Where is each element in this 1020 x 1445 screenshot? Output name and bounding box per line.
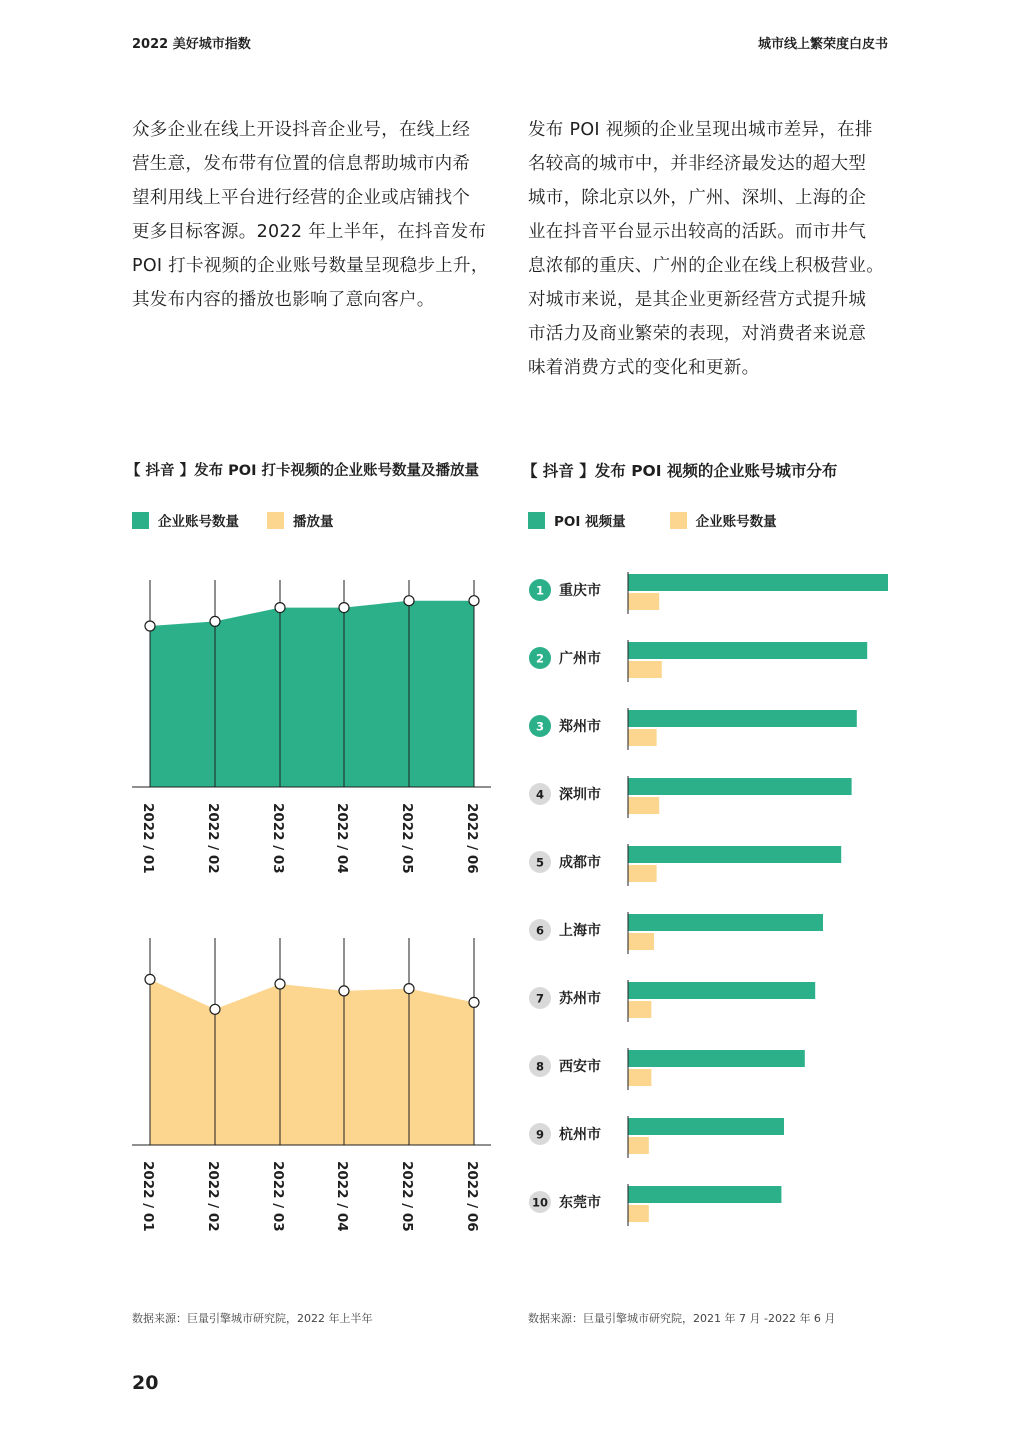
bar-account-count bbox=[628, 1205, 649, 1222]
intro-line: 市活力及商业繁荣的表现，对消费者来说意 bbox=[528, 324, 867, 344]
data-point bbox=[404, 596, 414, 606]
header-right-title: 城市线上繁荣度白皮书 bbox=[757, 37, 888, 52]
data-point bbox=[210, 616, 220, 626]
bar-account-count bbox=[628, 1069, 651, 1086]
bar-poi-video bbox=[628, 846, 841, 863]
bar-poi-video bbox=[628, 1050, 805, 1067]
left-chart-title: 【 抖音 】发布 POI 打卡视频的企业账号数量及播放量 bbox=[126, 463, 480, 479]
x-tick-label: 2022 / 02 bbox=[205, 1161, 221, 1232]
legend-label: 播放量 bbox=[293, 514, 334, 530]
data-point bbox=[210, 1004, 220, 1014]
bar-account-count bbox=[628, 1001, 651, 1018]
data-point bbox=[339, 603, 349, 613]
right-chart-title: 【 抖音 】发布 POI 视频的企业账号城市分布 bbox=[522, 462, 838, 480]
intro-line: POI 打卡视频的企业账号数量呈现稳步上升， bbox=[132, 256, 489, 276]
bar-poi-video bbox=[628, 982, 815, 999]
rank-number: 7 bbox=[535, 991, 545, 1006]
city-label: 杭州市 bbox=[559, 1127, 601, 1143]
x-tick-label: 2022 / 01 bbox=[140, 1161, 156, 1232]
x-tick-label: 2022 / 05 bbox=[399, 1161, 415, 1232]
x-tick-label: 2022 / 04 bbox=[334, 803, 350, 874]
intro-line: 味着消费方式的变化和更新。 bbox=[528, 358, 760, 378]
legend-label: 企业账号数量 bbox=[158, 514, 239, 530]
bar-poi-video bbox=[628, 574, 888, 591]
bar-account-count bbox=[628, 729, 657, 746]
intro-line: 望利用线上平台进行经营的企业或店铺找个 bbox=[132, 188, 471, 208]
rank-number: 8 bbox=[535, 1059, 545, 1074]
left-data-source: 数据来源：巨量引擎城市研究院，2022 年上半年 bbox=[132, 1312, 373, 1325]
city-label: 成都市 bbox=[559, 855, 601, 871]
data-point bbox=[275, 603, 285, 613]
data-point bbox=[275, 979, 285, 989]
legend-label: 企业账号数量 bbox=[695, 514, 777, 530]
rank-number: 3 bbox=[535, 719, 545, 734]
city-label: 广州市 bbox=[559, 651, 601, 667]
x-tick-label: 2022 / 03 bbox=[270, 1161, 286, 1232]
rank-number: 2 bbox=[535, 651, 545, 666]
bar-poi-video bbox=[628, 914, 823, 931]
area-fill bbox=[150, 979, 474, 1145]
city-label: 重庆市 bbox=[559, 583, 601, 599]
bar-account-count bbox=[628, 865, 657, 882]
bar-account-count bbox=[628, 797, 659, 814]
data-point bbox=[339, 986, 349, 996]
x-tick-label: 2022 / 02 bbox=[205, 803, 221, 874]
x-tick-label: 2022 / 06 bbox=[464, 803, 480, 874]
bar-poi-video bbox=[628, 642, 867, 659]
intro-line: 营生意，发布带有位置的信息帮助城市内希 bbox=[132, 154, 471, 174]
bar-account-count bbox=[628, 1137, 649, 1154]
right-data-source: 数据来源：巨量引擎城市研究院，2021 年 7 月 -2022 年 6 月 bbox=[528, 1312, 836, 1325]
rank-number: 4 bbox=[535, 787, 545, 802]
intro-line: 业在抖音平台显示出较高的活跃。而市井气 bbox=[528, 222, 867, 242]
intro-line: 息浓郁的重庆、广州的企业在线上积极营业。 bbox=[528, 256, 884, 276]
bar-poi-video bbox=[628, 778, 852, 795]
city-label: 西安市 bbox=[559, 1059, 601, 1075]
x-tick-label: 2022 / 05 bbox=[399, 803, 415, 874]
page-number: 20 bbox=[132, 1372, 159, 1394]
rank-number: 6 bbox=[535, 923, 545, 938]
play-count-area-chart bbox=[132, 938, 491, 1232]
rank-number: 9 bbox=[535, 1127, 545, 1142]
city-label: 深圳市 bbox=[559, 787, 601, 803]
city-label: 上海市 bbox=[559, 923, 601, 939]
data-point bbox=[145, 621, 155, 631]
area-fill bbox=[150, 601, 474, 787]
intro-line: 其发布内容的播放也影响了意向客户。 bbox=[132, 290, 435, 310]
intro-line: 众多企业在线上开设抖音企业号，在线上经 bbox=[132, 120, 471, 140]
rank-number: 10 bbox=[531, 1195, 549, 1210]
account-count-area-chart bbox=[132, 580, 491, 874]
city-label: 苏州市 bbox=[559, 991, 601, 1007]
city-label: 东莞市 bbox=[559, 1195, 601, 1211]
intro-line: 对城市来说，是其企业更新经营方式提升城 bbox=[528, 290, 867, 310]
rank-number: 5 bbox=[535, 855, 545, 870]
x-tick-label: 2022 / 04 bbox=[334, 1161, 350, 1232]
intro-line: 更多目标客源。2022 年上半年，在抖音发布 bbox=[132, 222, 487, 242]
x-tick-label: 2022 / 03 bbox=[270, 803, 286, 874]
bar-account-count bbox=[628, 661, 662, 678]
intro-line: 名较高的城市中，并非经济最发达的超大型 bbox=[528, 154, 867, 174]
header-left-title: 2022 美好城市指数 bbox=[132, 37, 251, 52]
data-point bbox=[469, 596, 479, 606]
rank-number: 1 bbox=[535, 583, 545, 598]
intro-line: 发布 POI 视频的企业呈现出城市差异，在排 bbox=[528, 120, 873, 140]
city-distribution-bar-chart bbox=[529, 572, 888, 1226]
intro-line: 城市，除北京以外，广州、深圳、上海的企 bbox=[528, 188, 867, 208]
bar-account-count bbox=[628, 593, 659, 610]
bar-poi-video bbox=[628, 1186, 781, 1203]
bar-poi-video bbox=[628, 710, 857, 727]
x-tick-label: 2022 / 06 bbox=[464, 1161, 480, 1232]
legend-label: POI 视频量 bbox=[554, 514, 626, 530]
data-point bbox=[145, 974, 155, 984]
data-point bbox=[469, 997, 479, 1007]
bar-account-count bbox=[628, 933, 654, 950]
data-point bbox=[404, 984, 414, 994]
x-tick-label: 2022 / 01 bbox=[140, 803, 156, 874]
city-label: 郑州市 bbox=[559, 719, 601, 735]
bar-poi-video bbox=[628, 1118, 784, 1135]
